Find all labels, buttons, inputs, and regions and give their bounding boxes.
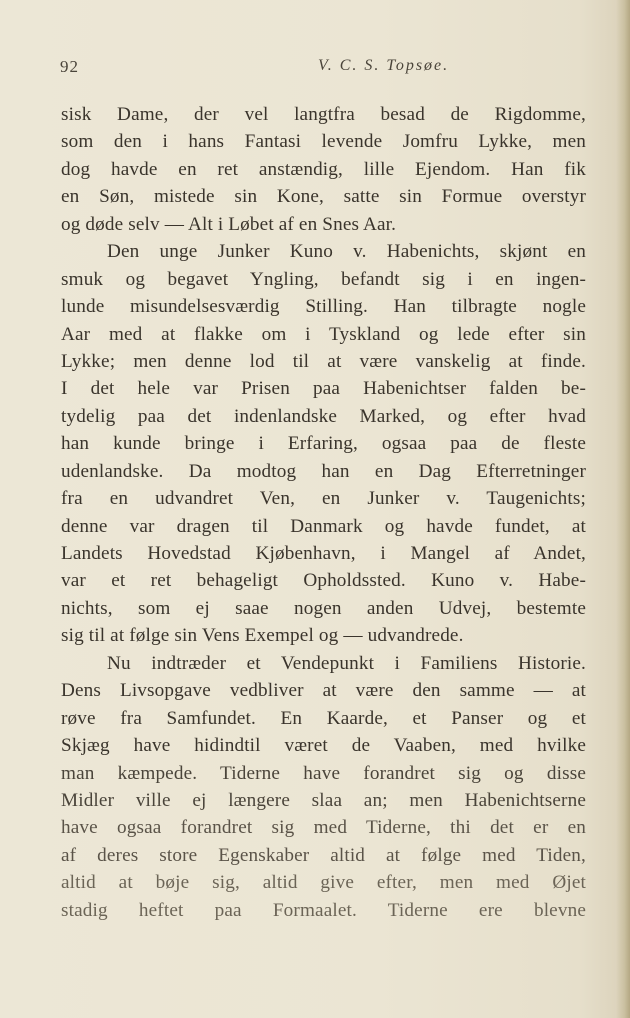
text-line: lunde misundelsesværdig Stilling. Han tilbragte nogle (61, 296, 586, 318)
text-line: dog havde en ret anstændig, lille Ejendom. Han fik (61, 158, 586, 180)
text-line: var et ret behageligt Opholdssted. Kuno v. Habe- (61, 570, 586, 592)
text-line: denne var dragen til Danmark og havde fundet, at (61, 515, 586, 537)
text-line: I det hele var Prisen paa Habenichtser falden be- (61, 378, 586, 400)
text-line: Nu indtræder et Vendepunkt i Familiens Historie. (107, 652, 586, 674)
text-line: altid at bøje sig, altid give efter, men med Øjet (61, 872, 586, 894)
running-head: V. C. S. Topsøe. (318, 57, 450, 74)
text-line: sig til at følge sin Vens Exempel og — udvandrede. (61, 625, 464, 647)
text-line: en Søn, mistede sin Kone, satte sin Formue overstyr (61, 186, 586, 208)
text-line: Aar med at flakke om i Tyskland og lede efter sin (61, 323, 586, 345)
text-line: fra en udvandret Ven, en Junker v. Taugenichts; (61, 488, 586, 510)
text-line: nichts, som ej saae nogen anden Udvej, bestemte (61, 597, 586, 619)
text-line: røve fra Samfundet. En Kaarde, et Panser og et (61, 707, 586, 729)
text-line: Skjæg have hidindtil været de Vaaben, med hvilke (61, 735, 586, 757)
text-line: udenlandske. Da modtog han en Dag Efterretninger (61, 460, 586, 482)
text-line: Den unge Junker Kuno v. Habenichts, skjønt en (107, 241, 586, 263)
text-line: Dens Livsopgave vedbliver at være den samme — at (61, 680, 586, 702)
text-line: Midler ville ej længere slaa an; men Habenichtserne (61, 789, 586, 811)
text-line: Landets Hovedstad Kjøbenhavn, i Mangel af Andet, (61, 543, 586, 564)
text-line: som den i hans Fantasi levende Jomfru Lykke, men (61, 131, 586, 153)
text-line: og døde selv — Alt i Løbet af en Snes Aar. (61, 213, 397, 235)
text-line: Lykke; men denne lod til at være vanskelig at finde. (61, 350, 586, 372)
page-edge-shadow (616, 0, 630, 1018)
text-line: have ogsaa forandret sig med Tiderne, thi det er en (61, 817, 586, 839)
body-text (61, 101, 586, 924)
text-line: smuk og begavet Yngling, befandt sig i en ingen- (61, 268, 586, 290)
text-line: af deres store Egenskaber altid at følge med Tiden, (61, 844, 586, 866)
text-line: han kunde bringe i Erfaring, ogsaa paa de fleste (61, 433, 586, 455)
text-line: sisk Dame, der vel langtfra besad de Rigdomme, (61, 104, 586, 125)
page-number: 92 (60, 57, 79, 76)
text-line: tydelig paa det indenlandske Marked, og efter hvad (61, 405, 586, 427)
text-line: stadig heftet paa Formaalet. Tiderne ere blevne (61, 899, 586, 921)
text-line: man kæmpede. Tiderne have forandret sig og disse (61, 762, 586, 784)
page-header (60, 57, 585, 81)
